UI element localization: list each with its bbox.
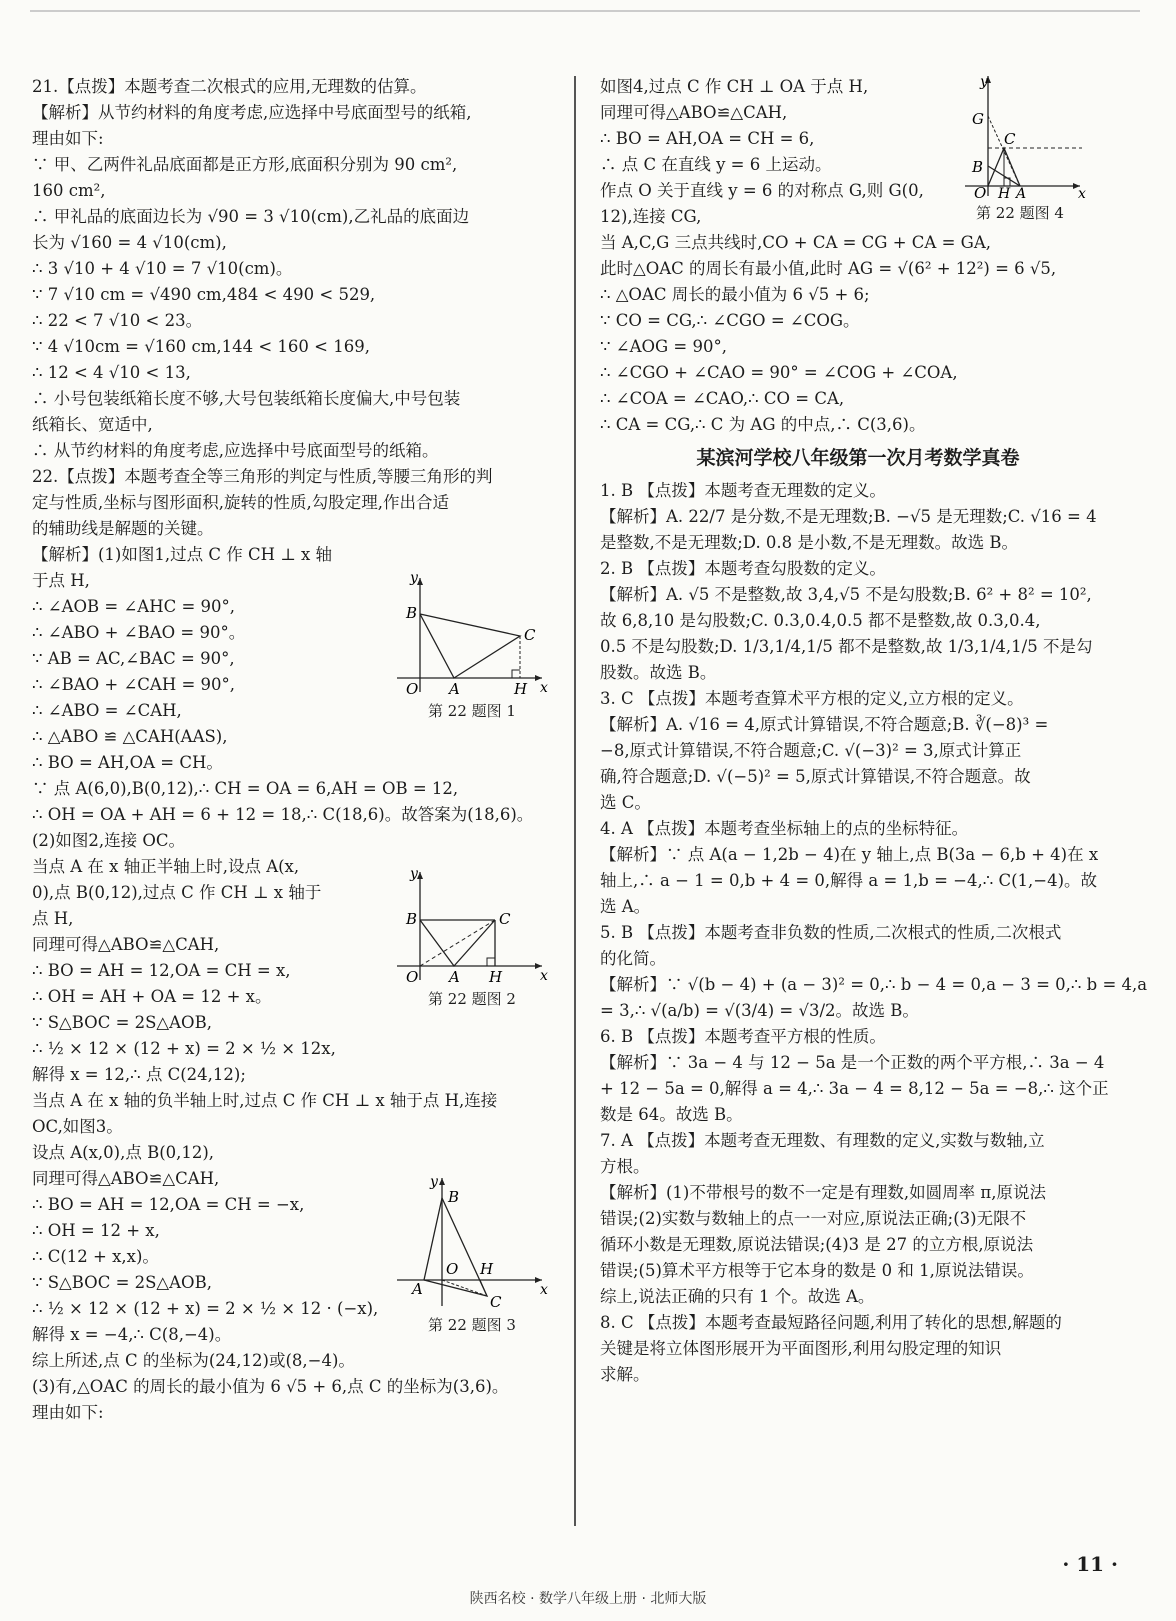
left-text-line: ∴ ½ × 12 × (12 + x) = 2 × ½ × 12x,: [32, 1039, 336, 1058]
point-A-label: A: [1016, 186, 1027, 202]
left-text-line: 纸箱长、宽适中,: [32, 415, 153, 434]
figure-22-1-diagram: [392, 570, 552, 698]
point-A-label: A: [412, 1280, 423, 1298]
figure-22-2: [392, 868, 552, 1009]
left-text-line: (3)有,△OAC 的周长的最小值为 6 √5 + 6,点 C 的坐标为(3,6)。: [32, 1377, 509, 1396]
left-text-line: 同理可得△ABO≌△CAH,: [32, 935, 220, 954]
left-text-line: OC,如图3。: [32, 1117, 123, 1136]
point-O-label: O: [406, 968, 419, 986]
figure-22-4: [950, 72, 1090, 223]
left-text-line: ∴ BO = AH = 12,OA = CH = −x,: [32, 1195, 305, 1214]
point-O-label: O: [974, 184, 987, 202]
left-text-line: 解得 x = −4,∴ C(8,−4)。: [32, 1325, 232, 1344]
answer-text-line: 轴上,∴ a − 1 = 0,b + 4 = 0,解得 a = 1,b = −4,∴ C(1,−4)。故: [600, 871, 1098, 890]
answer-text-line: 【解析】∵ √(b − 4) + (a − 3)² = 0,∴ b − 4 = 0,a − 3 = 0,∴ b = 4,a: [600, 975, 1148, 994]
left-text-line: ∵ S△BOC = 2S△AOB,: [32, 1013, 212, 1032]
answer-text-line: 6. B 【点拨】本题考查平方根的性质。: [600, 1027, 886, 1046]
left-text-line: 【解析】(1)如图1,过点 C 作 CH ⊥ x 轴: [32, 545, 333, 564]
answer-text-line: 选 C。: [600, 793, 651, 812]
answer-text-line: 2. B 【点拨】本题考查勾股数的定义。: [600, 559, 886, 578]
y-axis-label: y: [410, 866, 418, 882]
point-H-label: H: [480, 1260, 494, 1278]
point-O-label: O: [446, 1260, 459, 1278]
answer-text-line: 综上,说法正确的只有 1 个。故选 A。: [600, 1287, 875, 1306]
left-text-line: 理由如下:: [32, 1403, 104, 1422]
figure-22-1: [392, 570, 552, 721]
point-O-label: O: [406, 680, 419, 698]
left-text-line: ∴ ∠ABO + ∠BAO = 90°。: [32, 623, 246, 642]
left-text-line: ∴ 3 √10 + 4 √10 = 7 √10(cm)。: [32, 259, 293, 278]
left-text-line: ∴ 22 < 7 √10 < 23。: [32, 311, 203, 330]
right-text-line: ∵ CO = CG,∴ ∠CGO = ∠COG。: [600, 311, 860, 330]
answer-text-line: 股数。故选 B。: [600, 663, 717, 682]
figure-22-3: [392, 1172, 552, 1335]
left-text-line: ∴ 小号包装纸箱长度不够,大号包装纸箱长度偏大,中号包装: [32, 389, 461, 408]
point-G-label: G: [972, 110, 984, 128]
answer-text-line: 错误;(2)实数与数轴上的点一一对应,原说法正确;(3)无限不: [600, 1209, 1027, 1228]
figure-22-3-caption: 第 22 题图 3: [428, 1316, 516, 1334]
figure-22-3-diagram: [392, 1172, 552, 1312]
left-text-line: ∵ 甲、乙两件礼品底面都是正方形,底面积分别为 90 cm²,: [32, 155, 458, 174]
left-text-line: (2)如图2,连接 OC。: [32, 831, 186, 850]
exam-answers: [600, 478, 1148, 1388]
answer-text-line: 0.5 不是勾股数;D. 1/3,1/4,1/5 都不是整数,故 1/3,1/4,1/5 不是勾: [600, 637, 1093, 656]
point-B-label: B: [406, 910, 418, 928]
answer-text-line: 求解。: [600, 1365, 650, 1384]
answer-text-line: 【解析】∵ 3a − 4 与 12 − 5a 是一个正数的两个平方根,∴ 3a − 4: [600, 1053, 1105, 1072]
left-text-line: ∴ 12 < 4 √10 < 13,: [32, 363, 191, 382]
answer-text-line: = 3,∴ √(a/b) = √(3/4) = √3/2。故选 B。: [600, 1001, 919, 1020]
right-text-line: 作点 O 关于直线 y = 6 的对称点 G,则 G(0,: [600, 181, 924, 200]
left-text-line: ∴ OH = OA + AH = 6 + 12 = 18,∴ C(18,6)。故答案为(18,6)。: [32, 805, 534, 824]
answer-text-line: 的化简。: [600, 949, 666, 968]
x-axis-label: x: [540, 680, 548, 696]
y-axis-label: y: [430, 1174, 438, 1190]
left-text-line: ∴ △ABO ≌ △CAH(AAS),: [32, 727, 228, 746]
left-text-line: ∵ AB = AC,∠BAC = 90°,: [32, 649, 235, 668]
left-text-line: 理由如下:: [32, 129, 104, 148]
left-text-line: ∴ OH = 12 + x,: [32, 1221, 160, 1240]
point-H-label: H: [998, 186, 1011, 202]
left-text-line: 21.【点拨】本题考查二次根式的应用,无理数的估算。: [32, 77, 427, 96]
left-text-line: 解得 x = 12,∴ 点 C(24,12);: [32, 1065, 246, 1084]
left-text-line: 0),点 B(0,12),过点 C 作 CH ⊥ x 轴于: [32, 883, 322, 902]
right-text-line: 12),连接 CG,: [600, 207, 702, 226]
page-number: · 11 ·: [1062, 1552, 1118, 1576]
page-footer: 陕西名校 · 数学八年级上册 · 北师大版: [469, 1591, 707, 1607]
figure-22-2-diagram: [392, 868, 552, 986]
right-text-line: ∵ ∠AOG = 90°,: [600, 337, 727, 356]
figure-22-2-caption: 第 22 题图 2: [428, 990, 516, 1008]
column-divider: [574, 76, 576, 1526]
left-text-line: 设点 A(x,0),点 B(0,12),: [32, 1143, 215, 1162]
left-text-line: ∴ ∠BAO + ∠CAH = 90°,: [32, 675, 236, 694]
answer-text-line: 【解析】(1)不带根号的数不一定是有理数,如圆周率 π,原说法: [600, 1183, 1046, 1202]
left-text-line: 点 H,: [32, 909, 74, 928]
answer-text-line: −8,原式计算错误,不符合题意;C. √(−3)² = 3,原式计算正: [600, 741, 1022, 760]
left-text-line: ∴ BO = AH,OA = CH。: [32, 753, 223, 772]
answer-text-line: 8. C 【点拨】本题考查最短路径问题,利用了转化的思想,解题的: [600, 1313, 1062, 1332]
left-text-line: ∴ C(12 + x,x)。: [32, 1247, 159, 1266]
left-text-line: ∴ 甲礼品的底面边长为 √90 = 3 √10(cm),乙礼品的底面边: [32, 207, 470, 226]
point-C-label: C: [524, 626, 536, 644]
answer-text-line: 循环小数是无理数,原说法错误;(4)3 是 27 的立方根,原说法: [600, 1235, 1034, 1254]
right-text-line: ∴ ∠CGO + ∠CAO = 90° = ∠COG + ∠COA,: [600, 363, 958, 382]
left-text-line: ∴ OH = AH + OA = 12 + x。: [32, 987, 272, 1006]
answer-text-line: 选 A。: [600, 897, 651, 916]
right-text-line: 此时△OAC 的周长有最小值,此时 AG = √(6² + 12²) = 6 √5,: [600, 259, 1057, 278]
left-text-line: 160 cm²,: [32, 181, 106, 200]
right-text-line: ∴ CA = CG,∴ C 为 AG 的中点,∴ C(3,6)。: [600, 415, 926, 434]
point-C-label: C: [1004, 130, 1016, 148]
left-text-line: ∵ 7 √10 cm = √490 cm,484 < 490 < 529,: [32, 285, 376, 304]
left-text-line: 综上所述,点 C 的坐标为(24,12)或(8,−4)。: [32, 1351, 355, 1370]
answer-text-line: 确,符合题意;D. √(−5)² = 5,原式计算错误,不符合题意。故: [600, 767, 1031, 786]
answer-text-line: 【解析】∵ 点 A(a − 1,2b − 4)在 y 轴上,点 B(3a − 6,b + 4)在 x: [600, 845, 1099, 864]
point-B-label: B: [972, 158, 984, 176]
left-text-line: 22.【点拨】本题考查全等三角形的判定与性质,等腰三角形的判: [32, 467, 493, 486]
right-text-line: 同理可得△ABO≌△CAH,: [600, 103, 788, 122]
left-text-line: ∴ ∠ABO = ∠CAH,: [32, 701, 182, 720]
right-text-line: ∴ 点 C 在直线 y = 6 上运动。: [600, 155, 832, 174]
left-text-line: 定与性质,坐标与图形面积,旋转的性质,勾股定理,作出合适: [32, 493, 449, 512]
left-text-line: ∵ 点 A(6,0),B(0,12),∴ CH = OA = 6,AH = OB = 12,: [32, 779, 459, 798]
top-rule: [30, 10, 1140, 12]
left-text-line: 的辅助线是解题的关键。: [32, 519, 214, 538]
left-text-line: ∵ 4 √10cm = √160 cm,144 < 160 < 169,: [32, 337, 370, 356]
left-text-line: ∴ ½ × 12 × (12 + x) = 2 × ½ × 12 · (−x),: [32, 1299, 379, 1318]
answer-text-line: 关键是将立体图形展开为平面图形,利用勾股定理的知识: [600, 1339, 1002, 1358]
left-text-line: 于点 H,: [32, 571, 90, 590]
point-A-label: A: [449, 680, 460, 698]
left-text-line: ∴ 从节约材料的角度考虑,应选择中号底面型号的纸箱。: [32, 441, 439, 460]
answer-text-line: 错误;(5)算术平方根等于它本身的数是 0 和 1,原说法错误。: [600, 1261, 1034, 1280]
right-text-line: 如图4,过点 C 作 CH ⊥ OA 于点 H,: [600, 77, 869, 96]
right-text-line: 当 A,C,G 三点共线时,CO + CA = CG + CA = GA,: [600, 233, 991, 252]
x-axis-label: x: [540, 968, 548, 984]
exam-title: 某滨河学校八年级第一次月考数学真卷: [696, 447, 1020, 469]
left-text-line: 【解析】从节约材料的角度考虑,应选择中号底面型号的纸箱,: [32, 103, 472, 122]
answer-text-line: 数是 64。故选 B。: [600, 1105, 743, 1124]
point-C-label: C: [490, 1293, 502, 1311]
point-H-label: H: [489, 968, 503, 986]
point-H-label: H: [514, 680, 528, 698]
y-axis-label: y: [980, 74, 988, 90]
answer-text-line: 是整数,不是无理数;D. 0.8 是小数,不是无理数。故选 B。: [600, 533, 1019, 552]
answer-text-line: 【解析】A. √16 = 4,原式计算错误,不符合题意;B. ∛(−8)³ =: [600, 715, 1049, 734]
left-text-line: 当点 A 在 x 轴的负半轴上时,过点 C 作 CH ⊥ x 轴于点 H,连接: [32, 1091, 498, 1110]
point-C-label: C: [499, 910, 511, 928]
point-A-label: A: [449, 968, 460, 986]
answer-text-line: 3. C 【点拨】本题考查算术平方根的定义,立方根的定义。: [600, 689, 1024, 708]
answer-text-line: 【解析】A. 22/7 是分数,不是无理数;B. −√5 是无理数;C. √16 = 4: [600, 507, 1097, 526]
answer-text-line: 1. B 【点拨】本题考查无理数的定义。: [600, 481, 886, 500]
answer-text-line: 【解析】A. √5 不是整数,故 3,4,√5 不是勾股数;B. 6² + 8² = 10²,: [600, 585, 1092, 604]
left-text-line: ∵ S△BOC = 2S△AOB,: [32, 1273, 212, 1292]
figure-22-4-caption: 第 22 题图 4: [976, 204, 1064, 222]
left-text-line: 同理可得△ABO≌△CAH,: [32, 1169, 220, 1188]
left-text-line: 当点 A 在 x 轴正半轴上时,设点 A(x,: [32, 857, 300, 876]
y-axis-label: y: [410, 570, 418, 586]
left-text-line: ∴ ∠AOB = ∠AHC = 90°,: [32, 597, 236, 616]
answer-text-line: 方根。: [600, 1157, 650, 1176]
figure-22-4-diagram: [950, 72, 1090, 200]
answer-text-line: 5. B 【点拨】本题考查非负数的性质,二次根式的性质,二次根式: [600, 923, 1062, 942]
right-text-line: ∴ BO = AH,OA = CH = 6,: [600, 129, 815, 148]
x-axis-label: x: [1078, 186, 1086, 202]
answer-text-line: 7. A 【点拨】本题考查无理数、有理数的定义,实数与数轴,立: [600, 1131, 1045, 1150]
point-B-label: B: [448, 1188, 460, 1206]
point-B-label: B: [406, 604, 418, 622]
left-text-line: ∴ BO = AH = 12,OA = CH = x,: [32, 961, 291, 980]
left-text-line: 长为 √160 = 4 √10(cm),: [32, 233, 227, 252]
figure-22-1-caption: 第 22 题图 1: [428, 702, 516, 720]
right-column: [600, 74, 1148, 1388]
right-text-line: ∴ △OAC 周长的最小值为 6 √5 + 6;: [600, 285, 870, 304]
answer-text-line: 4. A 【点拨】本题考查坐标轴上的点的坐标特征。: [600, 819, 969, 838]
right-text-line: ∴ ∠COA = ∠CAO,∴ CO = CA,: [600, 389, 845, 408]
answer-text-line: + 12 − 5a = 0,解得 a = 4,∴ 3a − 4 = 8,12 − 5a = −8,∴ 这个正: [600, 1079, 1109, 1098]
x-axis-label: x: [540, 1282, 548, 1298]
answer-text-line: 故 6,8,10 是勾股数;C. 0.3,0.4,0.5 都不是整数,故 0.3,0.4,: [600, 611, 1041, 630]
